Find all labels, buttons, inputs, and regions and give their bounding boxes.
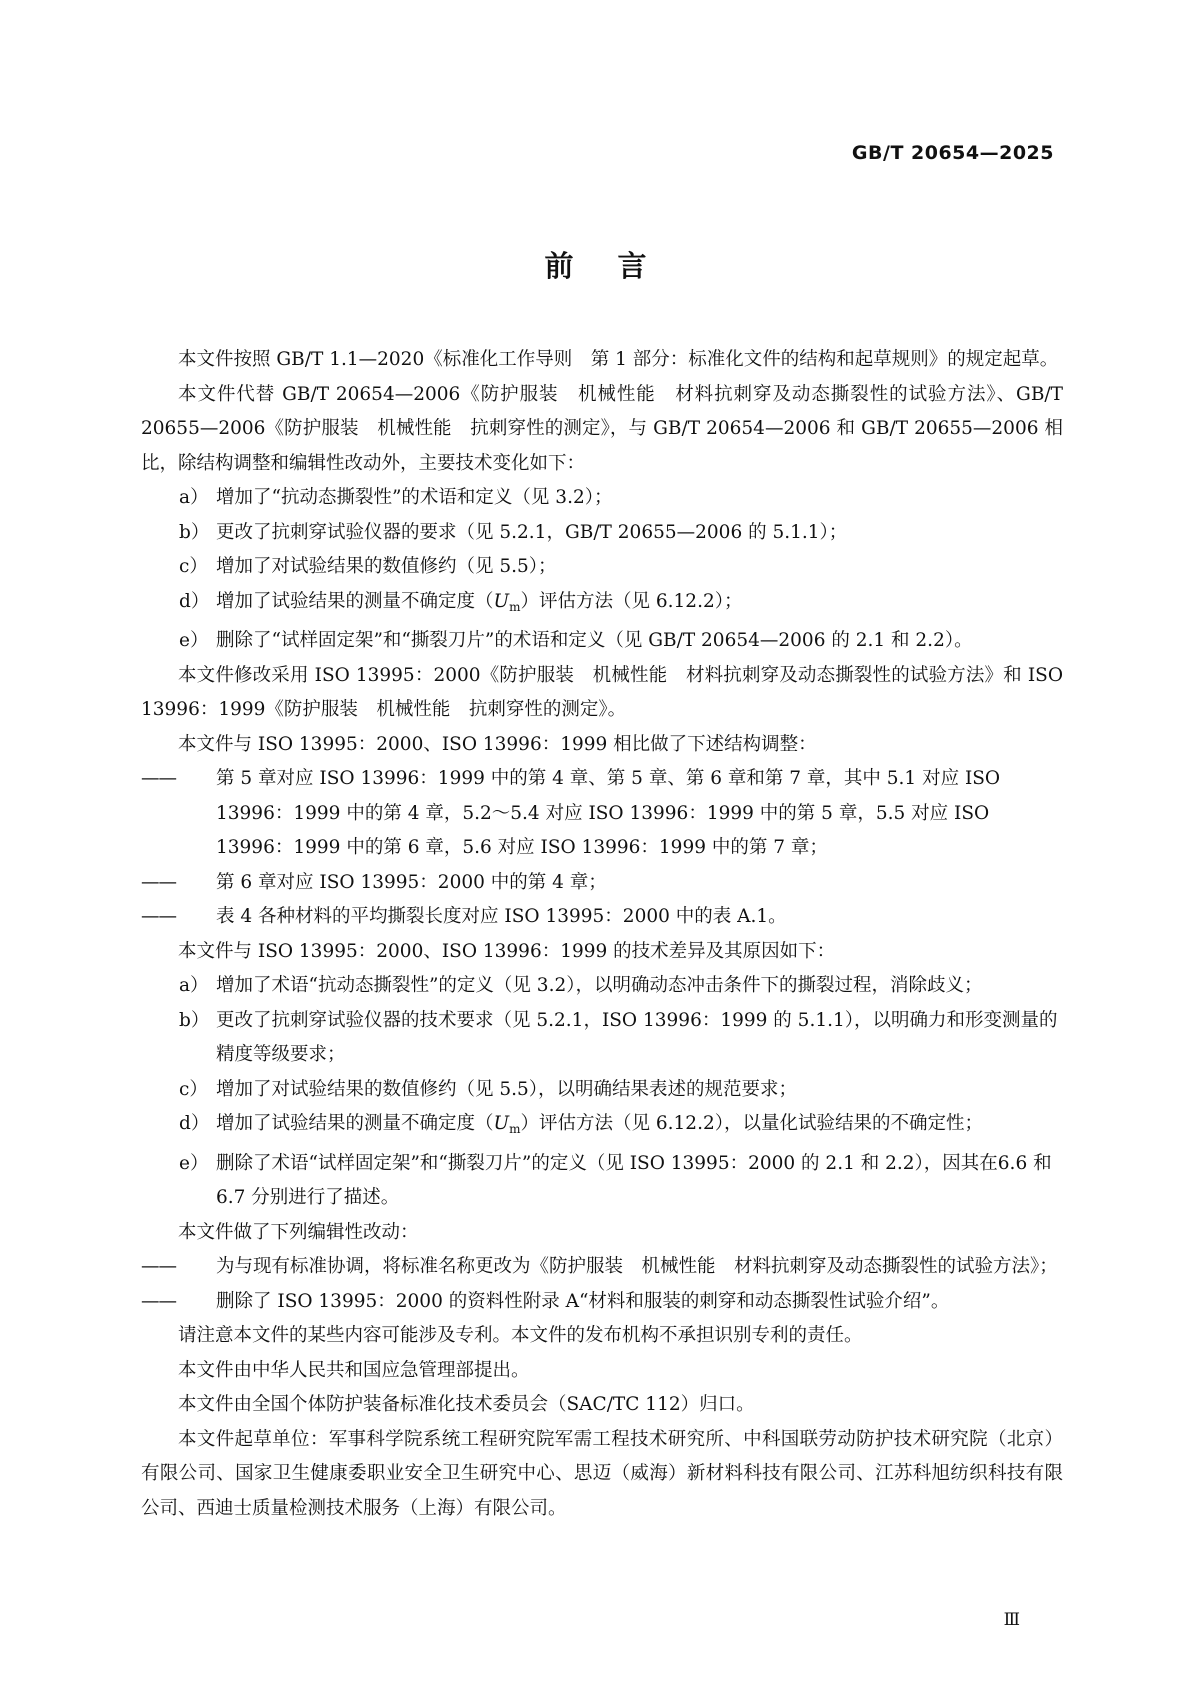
list-marker: c）: [179, 1078, 208, 1100]
paragraph-differences-intro: 本文件与 ISO 13995：2000、ISO 13996：1999 的技术差异及其原因如下：: [178, 940, 836, 962]
dash-item-editorial-1: [141, 1250, 1063, 1285]
list-item-text: 增加了“抗动态撕裂性”的术语和定义（见 3.2）；: [216, 487, 613, 508]
list-item-text: 增加了对试验结果的数值修约（见 5.5），以明确结果表述的规范要求；: [216, 1078, 798, 1100]
foreword-body: [141, 343, 1063, 1526]
list-item-text: 增加了术语“抗动态撕裂性”的定义（见 3.2），以明确动态冲击条件下的撕裂过程，消除歧义；: [216, 975, 983, 996]
uncertainty-subscript: m: [509, 599, 521, 614]
list-item-text: 删除了术语“试样固定架”和“撕裂刀片”的定义（见 ISO 13995：2000 的 2.1 和 2.2），因其在6.6 和 6.7 分别进行了描述。: [216, 1152, 1052, 1208]
paragraph-editorial-intro: 本文件做了下列编辑性改动：: [178, 1221, 419, 1243]
list-marker: b）: [179, 521, 210, 543]
list-item-text: 更改了抗刺穿试验仪器的技术要求（见 5.2.1，ISO 13996：1999 的 5.1.1），以明确力和形变测量的精度等级要求；: [216, 1009, 1058, 1065]
list-item-difference-b: [141, 1004, 1063, 1073]
dash-item-structure-1: [141, 762, 1063, 866]
list-item-change-b: [141, 516, 1063, 551]
uncertainty-symbol: U: [493, 590, 510, 612]
list-item-change-e: [141, 624, 1063, 659]
paragraph-adoption: 本文件修改采用 ISO 13995：2000《防护服装 机械性能 材料抗刺穿及动态撕裂性的试验方法》和 ISO 13996：1999《防护服装 机械性能 抗刺穿性的测定》。: [141, 664, 1063, 720]
paragraph-proposed-by: 本文件由中华人民共和国应急管理部提出。: [178, 1359, 530, 1381]
list-item-difference-e: [141, 1147, 1063, 1216]
document-number: GB/T 20654—2025: [851, 142, 1054, 164]
list-marker: b）: [179, 1009, 210, 1031]
dash-item-text: 为与现有标准协调，将标准名称更改为《防护服装 机械性能 材料抗刺穿及动态撕裂性的试验方法》；: [216, 1256, 1058, 1277]
dash-item-text: 删除了 ISO 13995：2000 的资料性附录 A“材料和服装的刺穿和动态撕裂性试验介绍”。: [216, 1290, 950, 1312]
page-number: Ⅲ: [1003, 1610, 1019, 1630]
dash-marker: ——: [141, 1256, 176, 1277]
list-item-change-d: [141, 585, 1063, 625]
dash-item-structure-3: [141, 900, 1063, 935]
page-title: 前言: [544, 249, 691, 283]
paragraph-drafting-organizations: 本文件起草单位：军事科学院系统工程研究院军需工程技术研究所、中科国联劳动防护技术研究院（北京）有限公司、国家卫生健康委职业安全卫生研究中心、思迈（威海）新材料科技有限公司、江苏科旭纺织科技有限公司、西迪士质量检测技术服务（上海）有限公司。: [141, 1428, 1063, 1519]
list-item-text: ）评估方法（见 6.12.2），以量化试验结果的不确定性；: [520, 1113, 983, 1134]
list-item-text: ）评估方法（见 6.12.2）；: [520, 590, 743, 612]
list-marker: e）: [179, 1152, 209, 1174]
paragraph-patent-notice: 请注意本文件的某些内容可能涉及专利。本文件的发布机构不承担识别专利的责任。: [178, 1325, 863, 1346]
list-item-text: 删除了“试样固定架”和“撕裂刀片”的术语和定义（见 GB/T 20654—2006 的 2.1 和 2.2）。: [216, 630, 973, 651]
list-marker: a）: [179, 975, 209, 996]
list-marker: c）: [179, 556, 208, 577]
list-item-text: 增加了对试验结果的数值修约（见 5.5）；: [216, 556, 557, 577]
paragraph-structure-intro: 本文件与 ISO 13995：2000、ISO 13996：1999 相比做了下述结构调整：: [178, 733, 817, 755]
dash-marker: ——: [141, 906, 176, 927]
list-item-change-a: [141, 481, 1063, 516]
list-marker: d）: [179, 1113, 210, 1134]
dash-item-text: 表 4 各种材料的平均撕裂长度对应 ISO 13995：2000 中的表 A.1。: [216, 906, 787, 927]
dash-marker: ——: [141, 871, 176, 893]
uncertainty-subscript: m: [509, 1122, 521, 1136]
list-item-difference-c: [141, 1073, 1063, 1108]
list-marker: a）: [179, 487, 209, 508]
dash-item-editorial-2: [141, 1285, 1063, 1320]
list-marker: e）: [179, 630, 209, 651]
dash-item-text: 第 6 章对应 ISO 13995：2000 中的第 4 章；: [216, 871, 607, 893]
paragraph-administered-by: 本文件由全国个体防护装备标准化技术委员会（SAC/TC 112）归口。: [178, 1394, 755, 1415]
list-item-text: 更改了抗刺穿试验仪器的要求（见 5.2.1，GB/T 20655—2006 的 5.1.1）；: [216, 521, 848, 543]
list-item-difference-d: [141, 1107, 1063, 1147]
list-item-text: 增加了试验结果的测量不确定度（: [216, 590, 494, 612]
dash-item-structure-2: [141, 866, 1063, 901]
paragraph-drafting-rules: 本文件按照 GB/T 1.1—2020《标准化工作导则 第 1 部分：标准化文件的结构和起草规则》的规定起草。: [178, 349, 1059, 370]
paragraph-replaces: 本文件代替 GB/T 20654—2006《防护服装 机械性能 材料抗刺穿及动态撕裂性的试验方法》、GB/T 20655—2006《防护服装 机械性能 抗刺穿性的测定》，与 GB/T 20654—2006 和 GB/T 20655—2006 相比，除结构调整和编辑性改动外，主要技术变化如下：: [141, 383, 1063, 474]
list-item-change-c: [141, 550, 1063, 585]
uncertainty-symbol: U: [493, 1113, 510, 1134]
list-item-text: 增加了试验结果的测量不确定度（: [216, 1113, 494, 1134]
dash-item-text: 第 5 章对应 ISO 13996：1999 中的第 4 章、第 5 章、第 6 章和第 7 章，其中 5.1 对应 ISO 13996：1999 中的第 4 章，5.2～5.4 对应 ISO 13996：1999 中的第 5 章，5.5 对应 ISO 13996：1999 中的第 6 章，5.6 对应 ISO 13996：1999 中的第 7 章；: [216, 768, 1001, 858]
list-marker: d）: [179, 590, 210, 612]
dash-marker: ——: [141, 768, 176, 789]
list-item-difference-a: [141, 969, 1063, 1004]
dash-marker: ——: [141, 1290, 176, 1312]
